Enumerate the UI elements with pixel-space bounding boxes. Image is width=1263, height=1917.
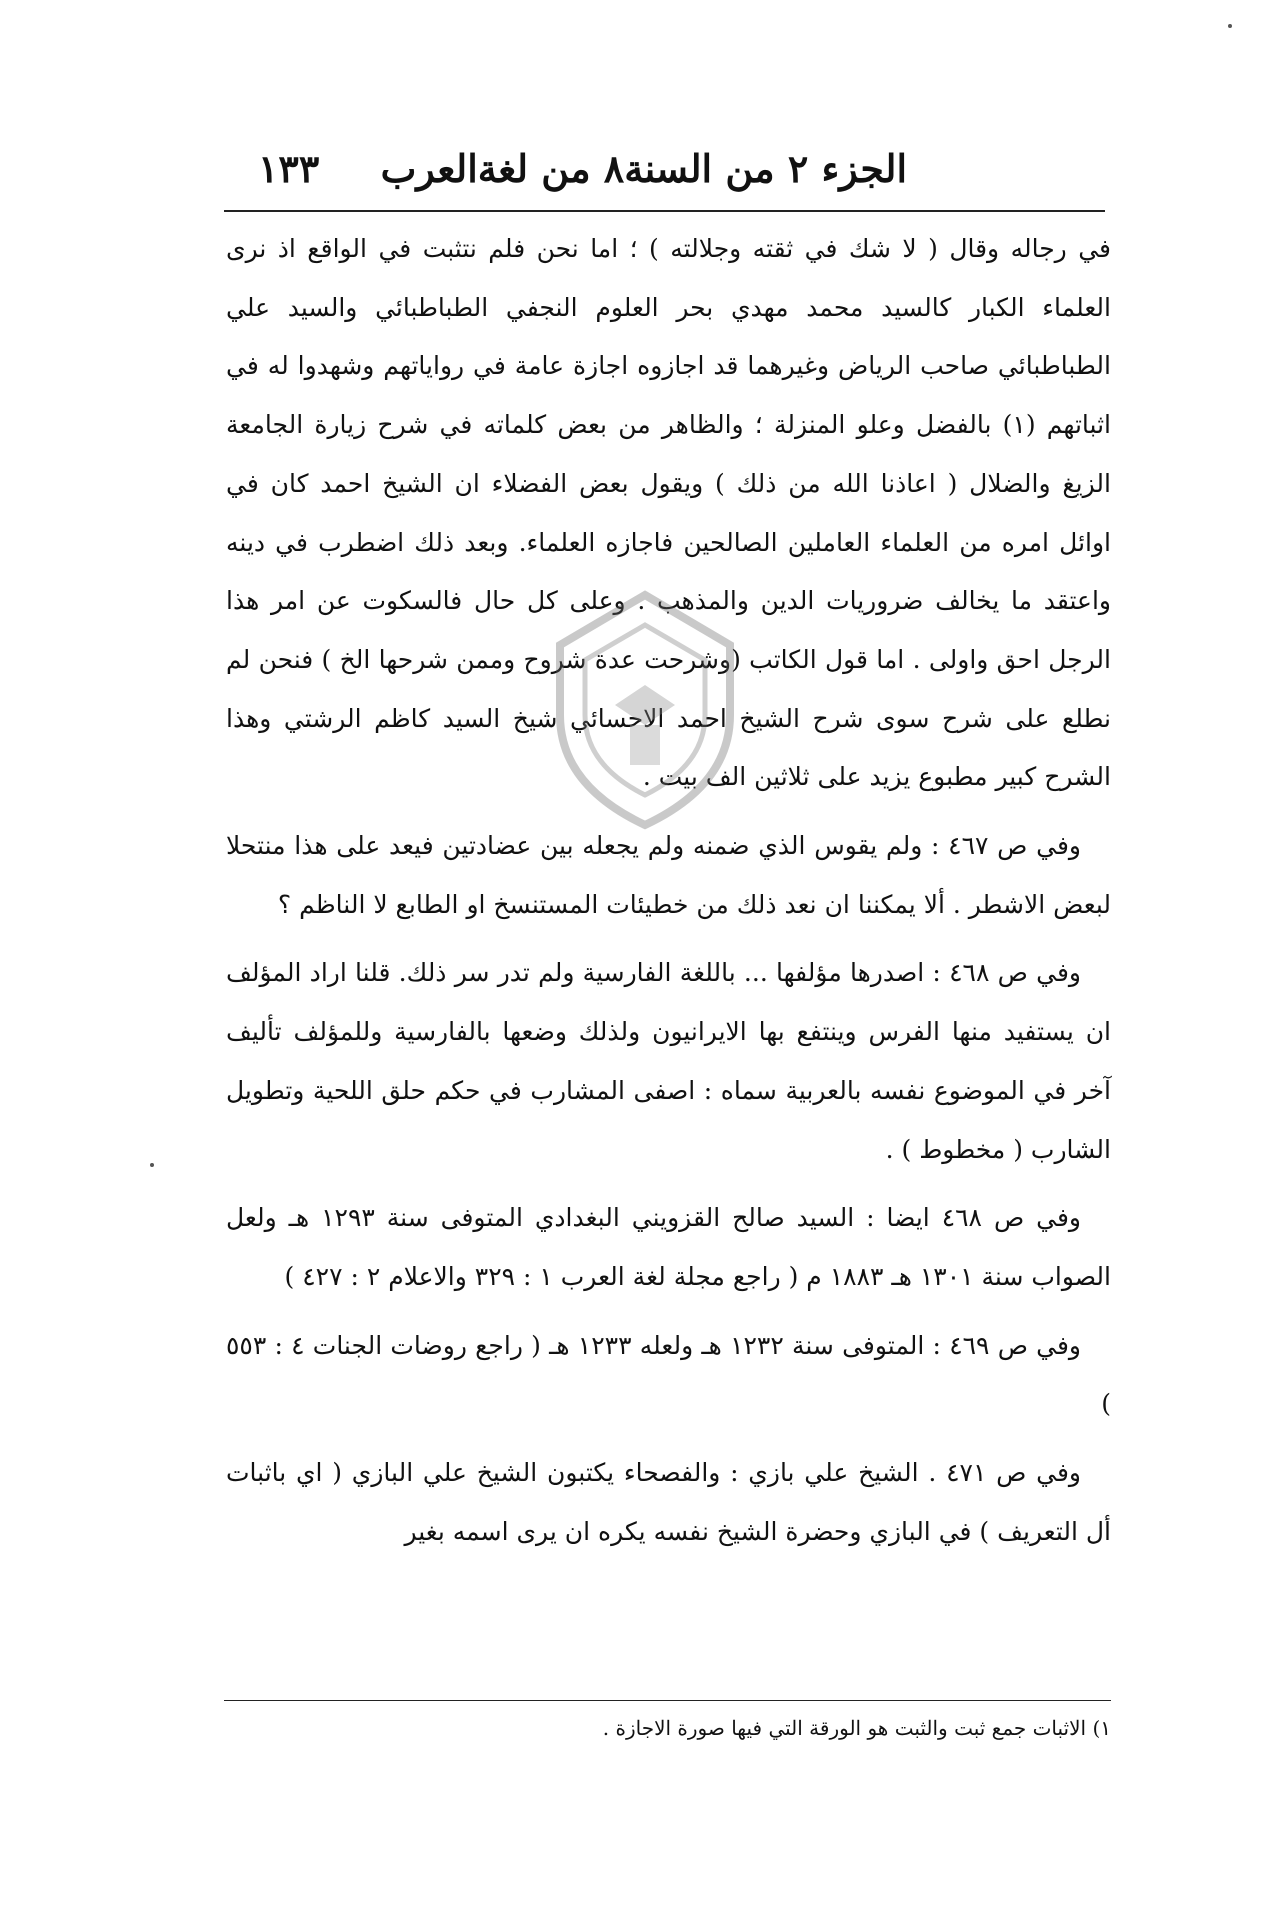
scan-speck: [1228, 24, 1232, 28]
header-rule: [224, 210, 1105, 212]
library-watermark-stamp: [545, 585, 745, 835]
scan-speck: [150, 1163, 154, 1167]
body-text: [226, 220, 1111, 1561]
page-header: [258, 138, 907, 198]
paragraph-4: وفي ص ٤٦٨ ايضا : السيد صالح القزويني البغدادي المتوفى سنة ١٢٩٣ هـ ولعل الصواب سنة ١٣٠١ هـ ١٨٨٣ م ( راجع مجلة لغة العرب ١ : ٣٢٩ والاعلام ٢ : ٤٢٧ ): [226, 1203, 1111, 1291]
footnote-rule: [224, 1700, 1111, 1701]
paragraph-1: في رجاله وقال ( لا شك في ثقته وجلالته ) ؛ اما نحن فلم نتثبت في الواقع اذ نرى العلماء الكبار كالسيد محمد مهدي بحر العلوم النجفي الطباطبائي والسيد علي الطباطبائي صاحب الرياض وغيرهما قد اجازوه اجازة عامة في رواياتهم وشهدوا له في اثباتهم (١) بالفضل وعلو المنزلة ؛ والظاهر من بعض كلماته في شرح زيارة الجامعة الزيغ والضلال ( اعاذنا الله من ذلك ) ويقول بعض الفضلاء ان الشيخ احمد كان في اوائل امره من العلماء العاملين الصالحين فاجازه العلماء. وبعد ذلك اضطرب في دينه واعتقد ما يخالف ضروريات الدين والمذهب . وعلى كل حال فالسكوت عن امر هذا الرجل احق واولى . اما قول الكاتب (وشرحت عدة شروح وممن شرحها الخ ) فنحن لم نطلع على شرح سوى شرح الشيخ احمد الاحسائي شيخ السيد كاظم الرشتي وهذا الشرح كبير مطبوع يزيد على ثلاثين الف بيت .: [226, 234, 1111, 792]
paragraph-6: وفي ص ٤٧١ . الشيخ علي بازي : والفصحاء يكتبون الشيخ علي البازي ( اي باثبات أل التعريف ) في البازي وحضرة الشيخ نفسه يكره ان يرى اسمه بغير: [226, 1458, 1111, 1546]
paragraph-2: وفي ص ٤٦٧ : ولم يقوس الذي ضمنه ولم يجعله بين عضادتين فيعد على هذا منتحلا لبعض الاشطر . ألا يمكننا ان نعد ذلك من خطيئات المستنسخ او الطابع لا الناظم ؟: [226, 831, 1111, 919]
paragraph-5: وفي ص ٤٦٩ : المتوفى سنة ١٢٣٢ هـ ولعله ١٢٣٣ هـ ( راجع روضات الجنات ٤ : ٥٥٣ ): [226, 1330, 1111, 1419]
page-number: ١٣٣: [258, 145, 320, 191]
footnote: ١) الاثبات جمع ثبت والثبت هو الورقة التي فيها صورة الاجازة .: [602, 1716, 1111, 1740]
paragraph-3: وفي ص ٤٦٨ : اصدرها مؤلفها ... باللغة الفارسية ولم تدر سر ذلك. قلنا اراد المؤلف ان يستفيد منها الفرس وينتفع بها الايرانيون ولذلك وضعها بالفارسية وللمؤلف تأليف آخر في الموضوع نفسه بالعربية سماه : اصفى المشارب في حكم حلق اللحية وتطويل الشارب ( مخطوط ) .: [226, 958, 1111, 1164]
running-title: الجزء ٢ من السنة٨ من لغةالعرب: [380, 145, 907, 191]
